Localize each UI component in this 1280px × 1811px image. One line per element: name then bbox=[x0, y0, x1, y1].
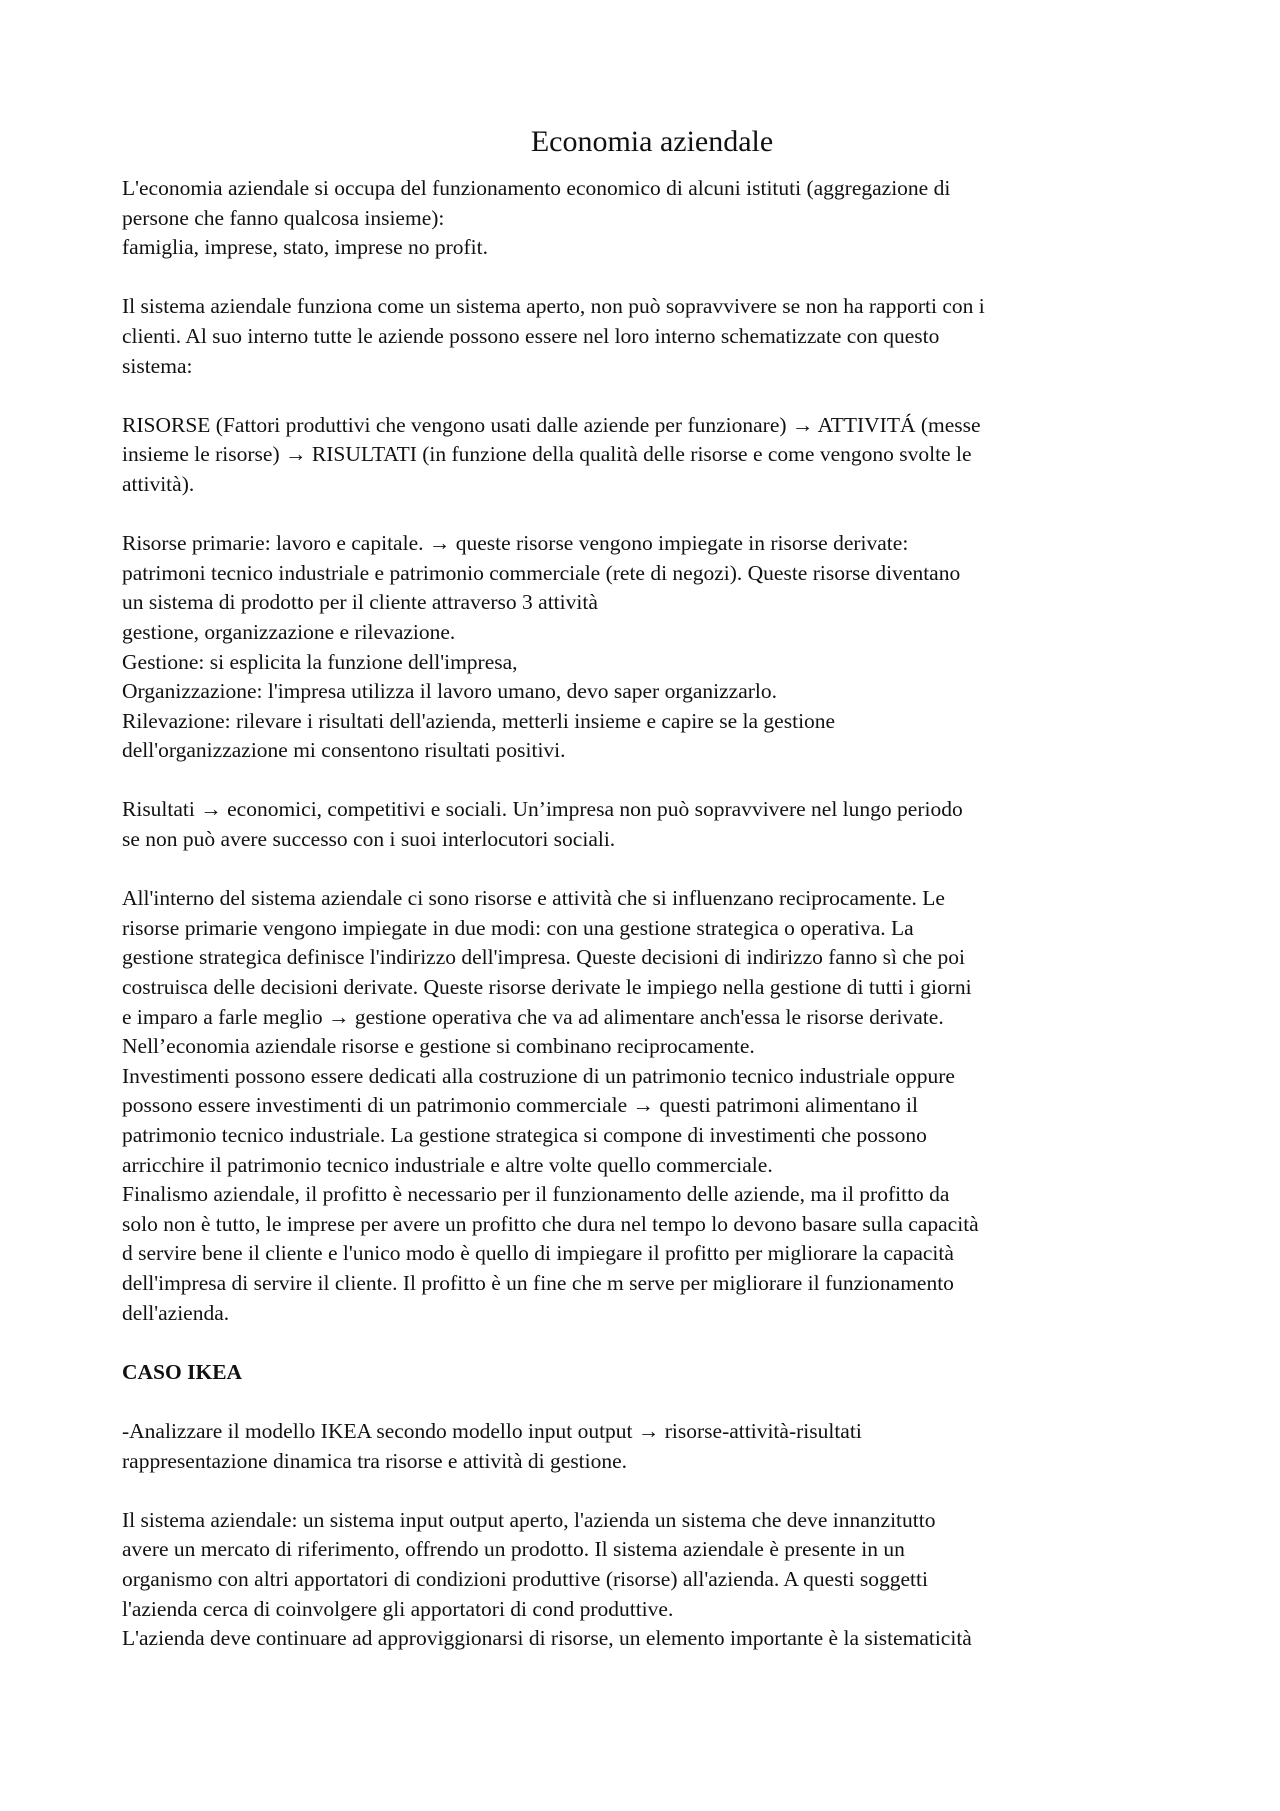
text-line: L'economia aziendale si occupa del funzionamento economico di alcuni istituti (aggregazione di bbox=[122, 176, 951, 200]
text-line: -Analizzare il modello IKEA secondo modello input output → risorse-attività-risultati bbox=[122, 1418, 862, 1443]
paragraph bbox=[122, 174, 1182, 263]
text-line: Organizzazione: l'impresa utilizza il lavoro umano, devo saper organizzarlo. bbox=[122, 679, 777, 704]
text-line: patrimoni tecnico industriale e patrimonio commerciale (rete di negozi). Queste risorse diventano bbox=[122, 560, 961, 585]
text-line: Finalismo aziendale, il profitto è necessario per il funzionamento delle aziende, ma il profitto da bbox=[122, 1182, 950, 1207]
text-line: l'azienda cerca di coinvolgere gli apportatori di cond produttive. bbox=[122, 1596, 674, 1621]
text-line: RISORSE (Fattori produttivi che vengono usati dalle aziende per funzionare) → ATTIVITÁ (messe bbox=[122, 412, 981, 437]
text-line: Investimenti possono essere dedicati alla costruzione di un patrimonio tecnico industriale oppure bbox=[122, 1063, 955, 1088]
text-line: costruisca delle decisioni derivate. Queste risorse derivate le impiego nella gestione di tutti i giorni bbox=[122, 975, 972, 1000]
text-line: dell'impresa di servire il cliente. Il profitto è un fine che m serve per migliorare il funzionamento bbox=[122, 1270, 954, 1295]
section-paragraphs bbox=[122, 1417, 1182, 1654]
text-line: Il sistema aziendale: un sistema input output aperto, l'azienda un sistema che deve innanzitutto bbox=[122, 1507, 936, 1532]
text-line: solo non è tutto, le imprese per avere un profitto che dura nel tempo lo devono basare sulla capacità bbox=[122, 1211, 979, 1236]
text-line: Risorse primarie: lavoro e capitale. → queste risorse vengono impiegate in risorse derivate: bbox=[122, 531, 909, 556]
text-line: Il sistema aziendale funziona come un sistema aperto, non può sopravvivere se non ha rapporti con i bbox=[122, 294, 985, 319]
paragraph bbox=[122, 1417, 1182, 1476]
paragraph bbox=[122, 1506, 1182, 1654]
text-line: Nell’economia aziendale risorse e gestione si combinano reciprocamente. bbox=[122, 1034, 755, 1059]
intro-paragraphs bbox=[122, 174, 1182, 1328]
paragraph bbox=[122, 884, 1182, 1328]
text-line: dell'organizzazione mi consentono risultati positivi. bbox=[122, 738, 566, 763]
text-line: rappresentazione dinamica tra risorse e attività di gestione. bbox=[122, 1448, 628, 1473]
text-line: avere un mercato di riferimento, offrendo un prodotto. Il sistema aziendale è presente in un bbox=[122, 1537, 905, 1562]
paragraph bbox=[122, 292, 1182, 381]
text-line: Risultati → economici, competitivi e sociali. Un’impresa non può sopravvivere nel lungo periodo bbox=[122, 797, 963, 822]
paragraph bbox=[122, 795, 1182, 854]
text-line: insieme le risorse) → RISULTATI (in funzione della qualità delle risorse e come vengono svolte le bbox=[122, 442, 972, 467]
text-line: Rilevazione: rilevare i risultati dell'azienda, metterli insieme e capire se la gestione bbox=[122, 708, 836, 733]
text-line: gestione, organizzazione e rilevazione. bbox=[122, 619, 456, 644]
text-line: patrimonio tecnico industriale. La gestione strategica si compone di investimenti che possono bbox=[122, 1123, 927, 1147]
text-line: dell'azienda. bbox=[122, 1300, 230, 1325]
text-line: clienti. Al suo interno tutte le aziende possono essere nel loro interno schematizzate con questo bbox=[122, 323, 940, 348]
text-line: se non può avere successo con i suoi interlocutori sociali. bbox=[122, 827, 616, 852]
text-line: sistema: bbox=[122, 353, 193, 378]
text-line: possono essere investimenti di un patrimonio commerciale → questi patrimoni alimentano il bbox=[122, 1093, 918, 1118]
text-line: gestione strategica definisce l'indirizzo dell'impresa. Queste decisioni di indirizzo fanno sì che poi bbox=[122, 945, 965, 970]
text-line: arricchire il patrimonio tecnico industriale e altre volte quello commerciale. bbox=[122, 1152, 773, 1177]
text-line: persone che fanno qualcosa insieme): bbox=[122, 205, 445, 230]
section-heading: CASO IKEA bbox=[122, 1359, 243, 1384]
paragraph bbox=[122, 529, 1182, 766]
text-line: Gestione: si esplicita la funzione dell'impresa, bbox=[122, 649, 518, 674]
text-line: attività). bbox=[122, 471, 195, 496]
text-line: risorse primarie vengono impiegate in due modi: con una gestione strategica o operativa. La bbox=[122, 915, 914, 940]
document-title: Economia aziendale bbox=[530, 125, 774, 158]
text-line: e imparo a farle meglio → gestione operativa che va ad alimentare anch'essa le risorse derivate. bbox=[122, 1004, 944, 1029]
text-line: un sistema di prodotto per il cliente attraverso 3 attività bbox=[122, 590, 598, 615]
document-body bbox=[122, 122, 1182, 1683]
paragraph bbox=[122, 411, 1182, 500]
text-line: d servire bene il cliente e l'unico modo è quello di impiegare il profitto per migliorare la capacità bbox=[122, 1241, 954, 1266]
text-line: organismo con altri apportatori di condizioni produttive (risorse) all'azienda. A questi soggetti bbox=[122, 1566, 928, 1591]
text-line: All'interno del sistema aziendale ci sono risorse e attività che si influenzano reciprocamente. Le bbox=[122, 886, 945, 911]
text-line: L'azienda deve continuare ad approviggionarsi di risorse, un elemento importante è la sistematicità bbox=[122, 1626, 972, 1651]
text-line: famiglia, imprese, stato, imprese no profit. bbox=[122, 235, 489, 260]
